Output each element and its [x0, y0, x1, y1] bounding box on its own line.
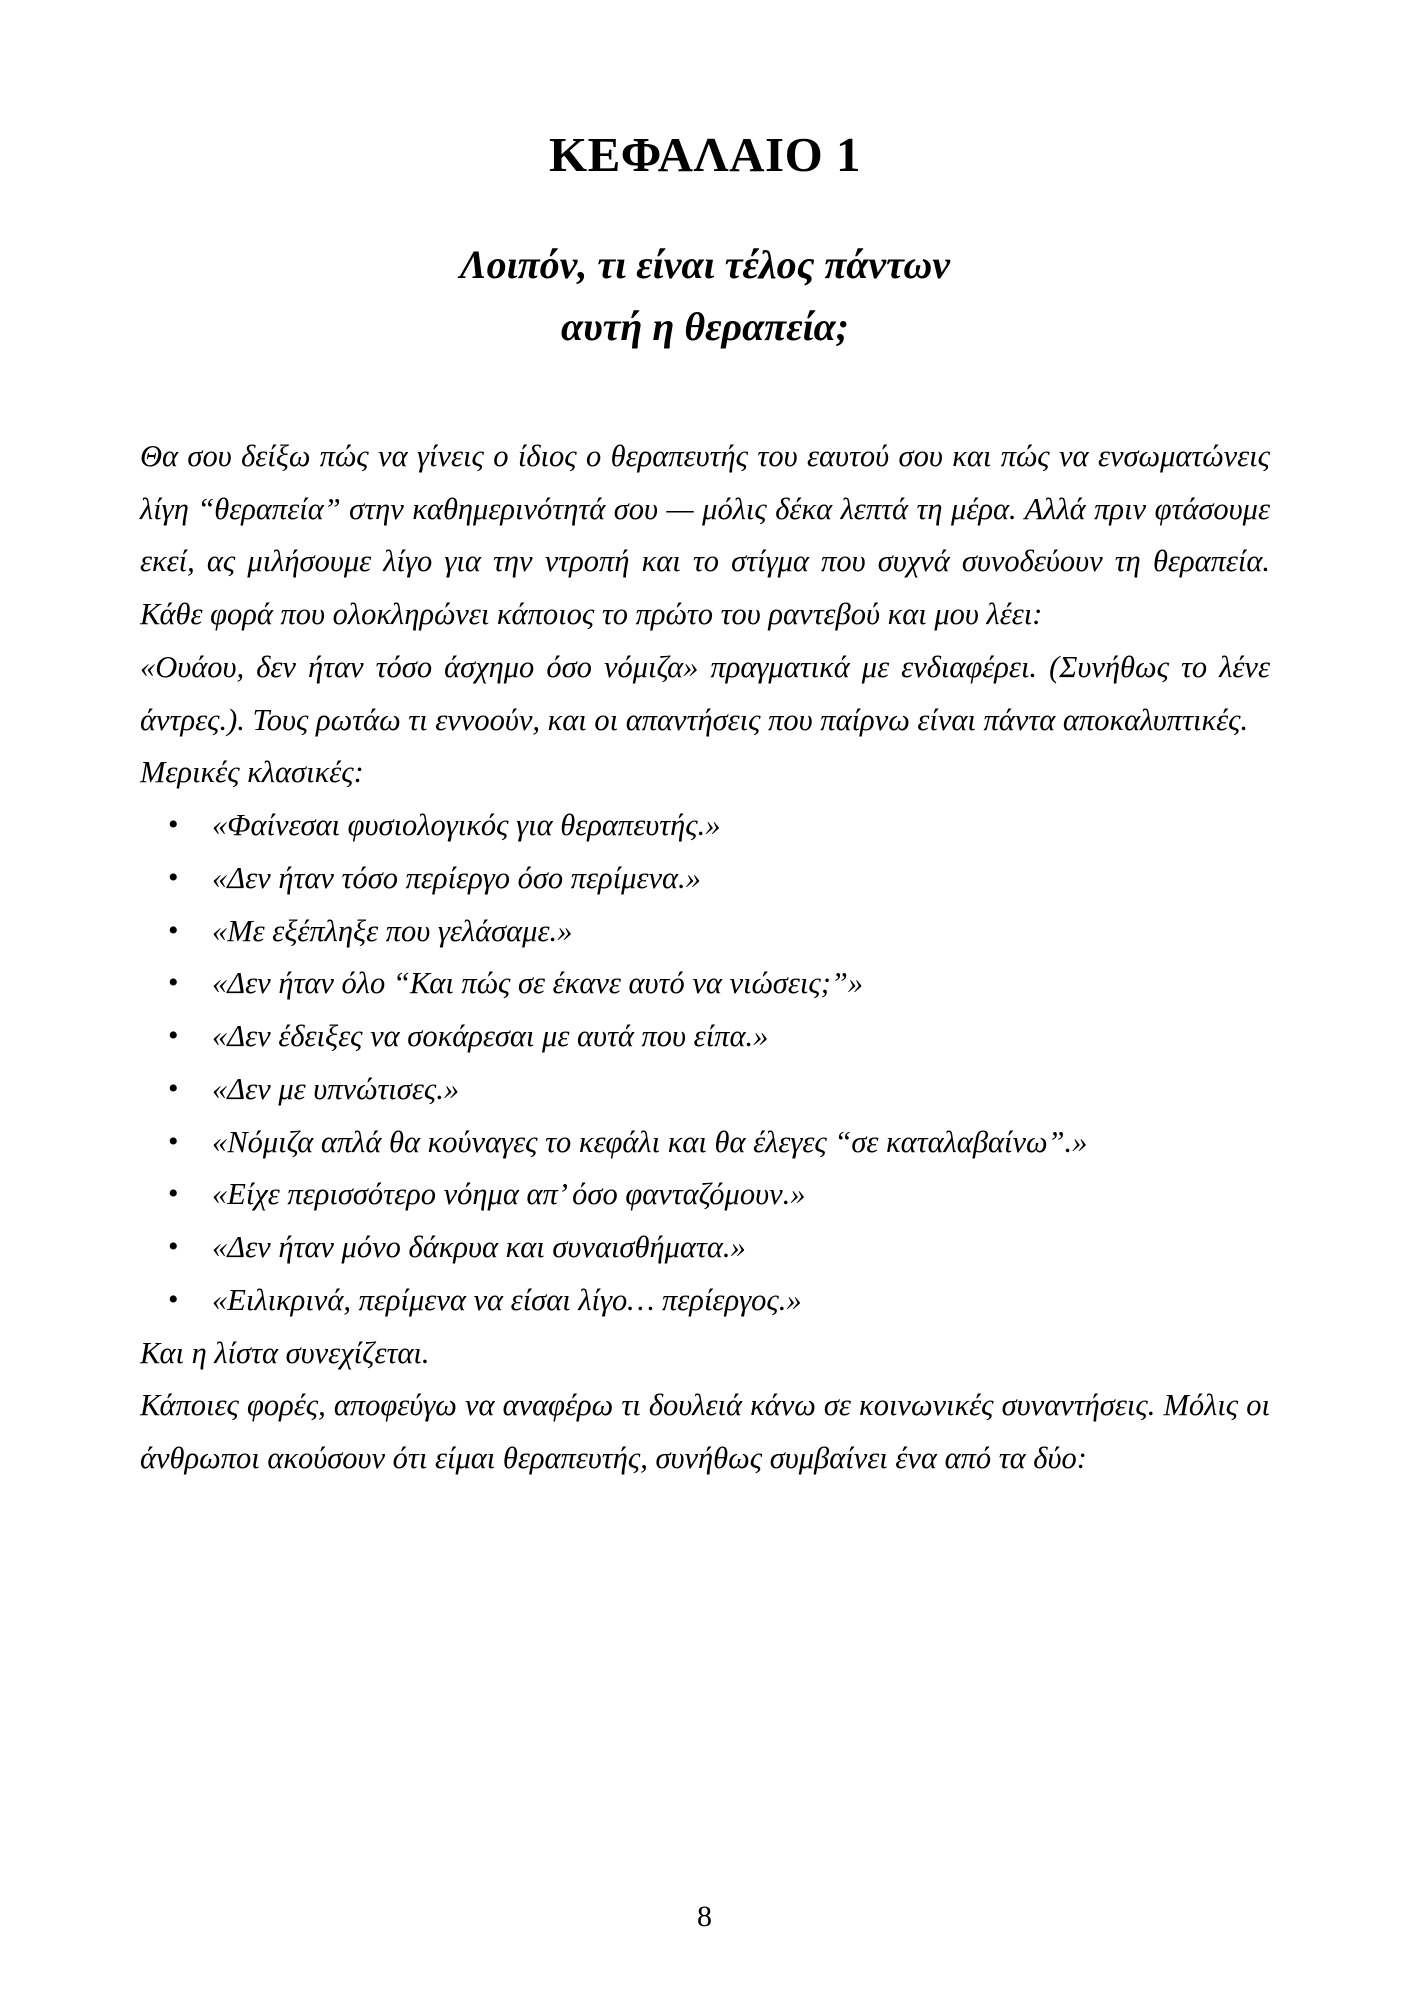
list-item-text: «Φαίνεσαι φυσιολογικός για θεραπευτής.»: [212, 808, 721, 843]
list-item: [140, 1168, 1270, 1221]
paragraph-list-closing: Και η λίστα συνεχίζεται.: [140, 1335, 430, 1370]
bullet-icon: •: [168, 1124, 179, 1158]
body-text: [140, 430, 1270, 1485]
page-content: [140, 0, 1270, 1485]
list-item: [140, 799, 1270, 852]
list-item: [140, 905, 1270, 958]
list-item-text: «Δεν έδειξες να σοκάρεσαι με αυτά που είπα.»: [212, 1019, 769, 1054]
bullet-icon: •: [168, 808, 179, 842]
chapter-subtitle: [140, 234, 1270, 358]
bullet-icon: •: [168, 1019, 179, 1053]
paragraph-reactions: «Ουάου, δεν ήταν τόσο άσχημο όσο νόμιζα» πραγματικά με ενδιαφέρει. (Συνήθως το λένε άντρες.). Τους ρωτάω τι εννοούν, και οι απαντήσεις που παίρνω είναι πάντα αποκαλυπτικές.: [140, 649, 1270, 737]
list-item-text: «Δεν ήταν όλο “Και πώς σε έκανε αυτό να νιώσεις;”»: [212, 966, 864, 1001]
list-item: [140, 1063, 1270, 1116]
bullet-icon: •: [168, 913, 179, 947]
list-item: [140, 1010, 1270, 1063]
page-number: 8: [697, 1900, 712, 1933]
list-item: [140, 1221, 1270, 1274]
list-item-text: «Με εξέπληξε που γελάσαμε.»: [212, 913, 573, 948]
bullet-icon: •: [168, 860, 179, 894]
list-item-text: «Ειλικρινά, περίμενα να είσαι λίγο… περίεργος.»: [212, 1282, 802, 1317]
chapter-title: ΚΕΦΑΛΑΙΟ 1: [549, 127, 861, 182]
subtitle-line-1: Λοιπόν, τι είναι τέλος πάντων: [459, 241, 951, 287]
bullet-icon: •: [168, 1177, 179, 1211]
subtitle-line-2: αυτή η θεραπεία;: [560, 303, 850, 349]
paragraph-social: Κάποιες φορές, αποφεύγω να αναφέρω τι δουλειά κάνω σε κοινωνικές συναντήσεις. Μόλις οι άνθρωποι ακούσουν ότι είμαι θεραπευτής, συνήθως συμβαίνει ένα από τα δύο:: [140, 1388, 1270, 1476]
bullet-icon: •: [168, 1230, 179, 1264]
bullet-icon: •: [168, 1282, 179, 1316]
classic-quotes-list: [140, 799, 1270, 1327]
list-item-text: «Νόμιζα απλά θα κούναγες το κεφάλι και θα έλεγες “σε καταλαβαίνω”.»: [212, 1124, 1088, 1159]
bullet-icon: •: [168, 1071, 179, 1105]
list-item-text: «Δεν με υπνώτισες.»: [212, 1071, 460, 1106]
bullet-icon: •: [168, 966, 179, 1000]
list-item: [140, 1116, 1270, 1169]
list-item-text: «Δεν ήταν μόνο δάκρυα και συναισθήματα.»: [212, 1230, 746, 1265]
list-item-text: «Είχε περισσότερο νόημα απ’ όσο φανταζόμουν.»: [212, 1177, 806, 1212]
paragraph-list-lead-in: Μερικές κλασικές:: [140, 755, 364, 790]
list-item: [140, 957, 1270, 1010]
list-item: [140, 1274, 1270, 1327]
list-item-text: «Δεν ήταν τόσο περίεργο όσο περίμενα.»: [212, 860, 701, 895]
paragraph-intro: Θα σου δείξω πώς να γίνεις ο ίδιος ο θεραπευτής του εαυτού σου και πώς να ενσωματώνεις λίγη “θεραπεία” στην καθημερινότητά σου — μόλις δέκα λεπτά τη μέρα. Αλλά πριν φτάσουμε εκεί, ας μιλήσουμε λίγο για την ντροπή και το στίγμα που συχνά συνοδεύουν τη θεραπεία. Κάθε φορά που ολοκληρώνει κάποιος το πρώτο του ραντεβού και μου λέει:: [140, 438, 1270, 632]
list-item: [140, 852, 1270, 905]
